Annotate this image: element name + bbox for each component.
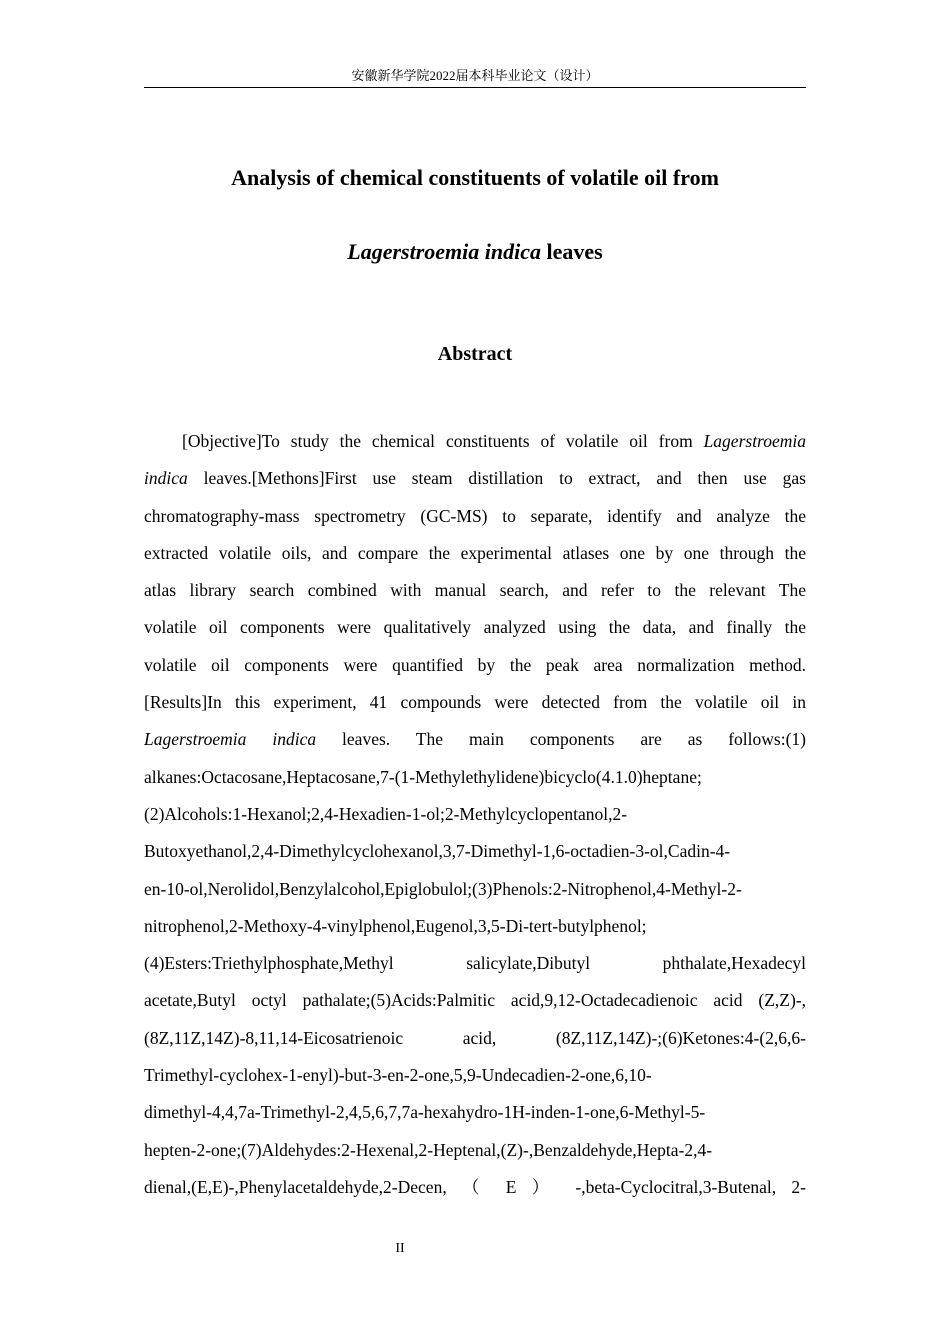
abstract-line: (4)Esters:Triethylphosphate,Methyl salicylate,Dibutyl phthalate,Hexadecyl — [144, 953, 806, 974]
abstract-line — [144, 423, 806, 460]
abstract-line: acetate,Butyl octyl pathalate;(5)Acids:Palmitic acid,9,12-Octadecadienoic acid (Z,Z)-, — [144, 990, 806, 1011]
abstract-line: (8Z,11Z,14Z)-8,11,14-Eicosatrienoic acid, (8Z,11Z,14Z)-;(6)Ketones:4-(2,6,6- — [144, 1027, 806, 1048]
abstract-line: (2)Alcohols:1-Hexanol;2,4-Hexadien-1-ol;2-Methylcyclopentanol,2- — [144, 803, 628, 824]
abstract-line — [144, 460, 806, 497]
abstract-line: volatile oil components were qualitatively analyzed using the data, and finally the — [144, 617, 806, 638]
abstract-line — [144, 721, 806, 758]
abstract-line: Trimethyl-cyclohex-1-enyl)-but-3-en-2-one,5,9-Undecadien-2-one,6,10- — [144, 1065, 652, 1086]
abstract-line: hepten-2-one;(7)Aldehydes:2-Hexenal,2-Heptenal,(Z)-,Benzaldehyde,Hepta-2,4- — [144, 1139, 713, 1160]
abstract-line: nitrophenol,2-Methoxy-4-vinylphenol,Eugenol,3,5-Di-tert-butylphenol; — [144, 915, 647, 936]
title-line-2 — [0, 237, 950, 267]
abstract-line: alkanes:Octacosane,Heptacosane,7-(1-Methylethylidene)bicyclo(4.1.0)heptane; — [144, 766, 702, 787]
species-name: Lagerstroemia indica — [144, 729, 317, 750]
abstract-heading: Abstract — [437, 343, 513, 365]
abstract-line: dienal,(E,E)-,Phenylacetaldehyde,2-Decen, （ E ） -,beta-Cyclocitral,3-Butenal, 2- — [144, 1176, 806, 1197]
title-line-1: Analysis of chemical constituents of volatile oil from — [231, 165, 719, 190]
abstract-body — [144, 423, 806, 1206]
text-run: leaves.[Methons]First use steam distillation to extract, and then use gas — [187, 468, 806, 489]
abstract-line: volatile oil components were quantified by the peak area normalization method. — [144, 654, 806, 675]
abstract-line: dimethyl-4,4,7a-Trimethyl-2,4,5,6,7,7a-hexahydro-1H-inden-1-one,6-Methyl-5- — [144, 1102, 706, 1123]
text-run: leaves. The main components are as follows:(1) — [316, 729, 806, 750]
species-name: Lagerstroemia — [703, 431, 806, 451]
abstract-line: Butoxyethanol,2,4-Dimethylcyclohexanol,3,7-Dimethyl-1,6-octadien-3-ol,Cadin-4- — [144, 841, 731, 862]
abstract-line: extracted volatile oils, and compare the experimental atlases one by one through the — [144, 542, 806, 563]
abstract-line: en-10-ol,Nerolidol,Benzylalcohol,Epiglobulol;(3)Phenols:2-Nitrophenol,4-Methyl-2- — [144, 878, 742, 899]
page-number: II — [395, 1241, 405, 1256]
title-line-2-rest: leaves — [541, 239, 603, 264]
title-species-name: Lagerstroemia indica — [347, 239, 541, 264]
abstract-line: chromatography-mass spectrometry (GC-MS) to separate, identify and analyze the — [144, 505, 806, 526]
header-rule — [144, 87, 806, 88]
running-header: 安徽新华学院2022届本科毕业论文（设计） — [351, 68, 599, 83]
species-name: indica — [144, 468, 188, 489]
abstract-line: [Results]In this experiment, 41 compounds were detected from the volatile oil in — [144, 692, 806, 713]
abstract-line: atlas library search combined with manual search, and refer to the relevant The — [144, 580, 806, 601]
text-run: [Objective]To study the chemical constituents of volatile oil from — [182, 431, 704, 451]
